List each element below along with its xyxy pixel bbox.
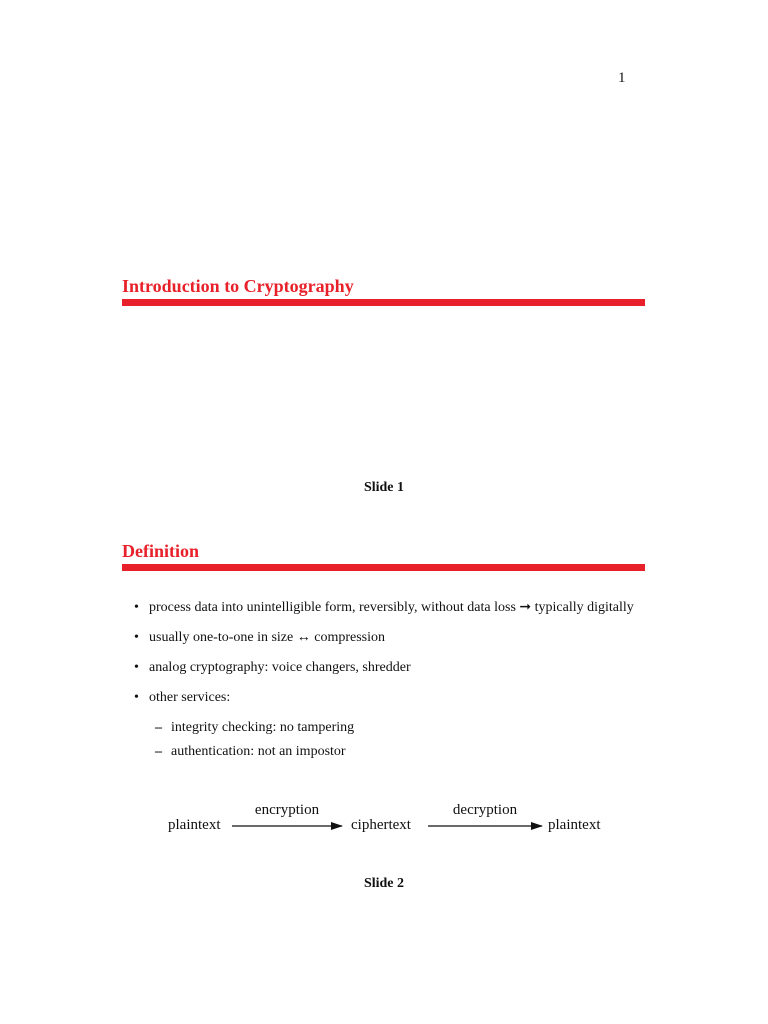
flow-label-encryption: encryption	[254, 802, 320, 818]
bullet-text: other services:	[149, 690, 231, 705]
services-sub-list	[155, 719, 634, 761]
sub-bullet-text: authentication: not an impostor	[171, 744, 346, 759]
flow-label-decryption: decryption	[452, 802, 518, 818]
bullet-item	[134, 599, 634, 617]
page-number: 1	[618, 70, 626, 86]
bullet-text: usually one-to-one in size ↔ compression	[149, 630, 386, 645]
slide-2-title-rule	[122, 564, 645, 571]
definition-bullet-list	[134, 599, 634, 773]
bullet-text: process data into unintelligible form, reversibly, without data loss ➞ typically digitally	[149, 600, 634, 615]
slide-1-label: Slide 1	[363, 480, 405, 495]
bullet-text: analog cryptography: voice changers, shredder	[149, 660, 411, 675]
sub-bullet-item	[155, 743, 634, 761]
flow-node-ciphertext: ciphertext	[351, 817, 411, 833]
sub-bullet-item	[155, 719, 634, 737]
flow-node-plaintext-result: plaintext	[548, 817, 601, 833]
bullet-item	[134, 659, 634, 677]
slide-1-title: Introduction to Cryptography	[122, 276, 354, 296]
slide-2-title: Definition	[122, 541, 200, 561]
bullet-item	[134, 629, 634, 647]
slide-1-title-rule	[122, 299, 645, 306]
flow-node-plaintext-source: plaintext	[168, 817, 221, 833]
sub-bullet-text: integrity checking: no tampering	[171, 720, 355, 735]
slide-2-label: Slide 2	[363, 876, 405, 891]
bullet-item	[134, 689, 634, 761]
